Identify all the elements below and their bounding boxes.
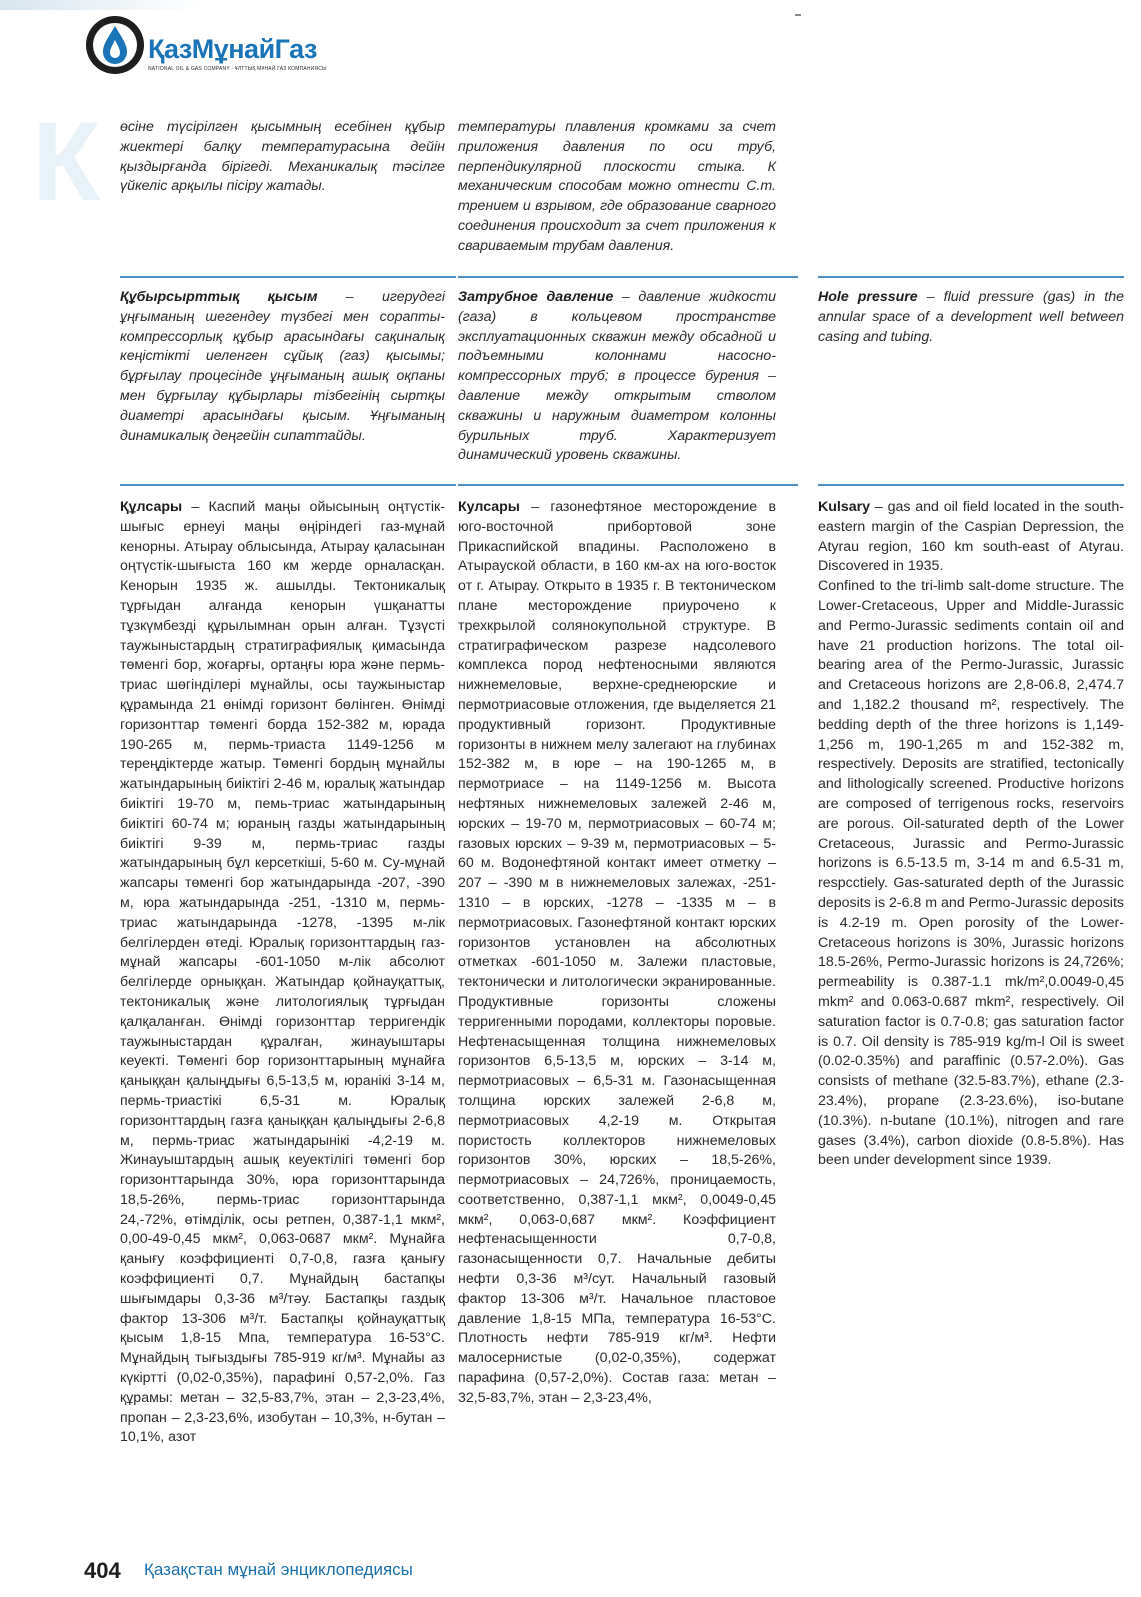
top-strip	[0, 0, 200, 10]
page-number: 404	[84, 1558, 121, 1583]
term-ru: Кулсары	[458, 499, 520, 515]
divider-1-kk	[120, 276, 456, 278]
term-kk: Құбырсырттық қысым	[120, 289, 318, 305]
book-title: Қазақстан мұнай энциклопедиясы	[144, 1560, 413, 1579]
kazmunaygas-logo	[84, 14, 374, 78]
divider-2-kk	[120, 484, 456, 486]
hole-pressure-ru: Затрубное давление – давление жидкости (газа) в кольцевом пространстве эксплуатационных скважин между обсадной и подъемными колоннами насосно-компрессорных труб; в процессе бурения – давление между открытым стволом скважины и наружным диаметром колонны бурильных труб. Характеризует динамический уровень скважины.	[458, 289, 776, 464]
logo-name: ҚазМұнайГаз	[148, 34, 317, 64]
page-header	[0, 0, 1141, 96]
term-en: Hole pressure	[818, 289, 918, 305]
term-ru: Затрубное давление	[458, 289, 614, 305]
kulsary-kk: Құлсары – Каспий маңы ойысының оңтүстік-шығыс ернеуі маңы өңіріндегі газ-мұнай кенорны. Атырау облысында, Атырау қаласынан оңтүстік-шығыста 160 км жерде орналасқан. Кенорын 1935 ж. ашылды. Тектоникалық тұрғыдан алғанда кенорын үшқанатты тұзкүмбезді құрылымнан орын алған. Тұзүсті таужыныстардың стратиграфиялық қимасында төменгі бор, жоғарғы, ортаңғы юра және пермь-триас шөгінділері мұнайлы, осы таужыныстар құрамында 21 өнімді горизонт бөлінген. Өнімді горизонттар төменгі борда 152-382 м, юрада 190-265 м, пермь-триаста 1149-1256 м тереңдіктерде жатыр. Төменгі бордың мұнайлы жатындарының биіктігі 2-46 м, юралық жатындар биіктігі 19-70 м, пемь-триас жатындарының биіктігі 60-74 м; юраның газды жатындарының биіктігі 9-39 м, пермь-триас газды жатындарының бұл керсеткіші, 5-60 м. Су-мұнай жапсары төменгі бор жатындарында -207, -390 м, юра жатындарында -251, -1310 м, пермь-триас жатындарында -1278, -1395 м-лік белгілерден өтеді. Юралық горизонттардың газ-мұнай жапсары -601-1050 м-лік абсолют белгілерде орныққан. Жатындар қойнауқаттық, тектоникалық және литологиялық тұрғыдан қалқаланған. Өнімді горизонттар терригендік таужыныстардан құралған, жинауыштары кеуекті. Төменгі бор горизонттарының мұнайға қаныққан қалыңдығы 6,5-13,5 м, юранікі 3-14 м, пермь-триастікі 6,5-31 м. Юралық горизонттардың газға қаныққан қалыңдығы 2-6,8 м, пермь-триас жатындарынікі -4,2-19 м. Жинауыштардың ашық кеуектілігі төменгі бор горизонттарында 30%, юра горизонттарында 18,5-26%, пермь-триас горизонттарында 24,-72%, өтімділік, осы ретпен, 0,387-1,1 мкм², 0,00-49-0,45 мкм², 0,063-0687 мкм². Мұнайға қанығу коэффициенті 0,7-0,8, газға қанығу коэффициенті 0,7. Мұнайдың бастапқы шығымдары 0,3-36 м³/тәу. Бастапқы газдық фактор 13-306 м³/т. Бастапқы қойнауқаттық қысым 1,8-15 Мпа, температура 16-53°С. Мұнайдың тығыздығы 785-919 кг/м³. Мұнайы аз күкіртті (0,02-0,35%), парафині 0,57-2,0%. Газ құрамы: метан – 32,5-83,7%, этан – 2,3-23,4%, пропан – 2,3-23,6%, изобутан – 10,3%, н-бутан – 10,1%, азот	[120, 499, 445, 1446]
term-en: Kulsary	[818, 499, 871, 515]
divider-2-en	[818, 484, 1124, 486]
hole-pressure-kk: Құбырсырттық қысым – игерудегі ұңғыманың шегендеу түзбегі мен сорапты-компрессорлық құбыр арасындағы сақиналық кеңістікті иеленген сұйық (газ) қысымы; бұрғылау процесінде ұңғыманың ашық оқпаны мен бұрғылау құбырлары тізбегінің сыртқы диаметрі арасындағы қысым. Ұңғыманың динамикалық деңгейін сипаттайды.	[120, 289, 445, 444]
divider-1-ru	[458, 276, 798, 278]
term-kk: Құлсары	[120, 499, 183, 515]
logo-emblem-icon	[84, 14, 146, 76]
kulsary-en: Kulsary – gas and oil field located in the south-eastern margin of the Caspian Depression, the Atyrau region, 160 km south-east of Atyrau. Discovered in 1935. Confined to the tri-limb salt-dome structure. The Lower-Cretaceous, Upper and Middle-Jurassic and Permo-Jurassic sediments contain oil and have 21 production horizons. The total oil-bearing area of the Permo-Jurassic, Jurassic and Cretaceous horizons are 2,8-06.8, 2,474.7 and 1,182.2 thousand m², respectively. The bedding depth of the three horizons is 1,149-1,256 m, 190-1,265 m and 152-382 m, respectively. Deposits are stratified, tectonically and lithologically screened. Productive horizons are composed of terrigenous rocks, reservoirs are porous. Oil-saturated depth of the Lower Cretaceous, Jurassic and Permo-Jurassic horizons is 6.5-13.5 m, 3-14 m and 6.5-31 m, respcctiely. Gas-saturated depth of the Jurassic deposits is 2-6.8 m and Permo-Jurassic deposits is 4.2-19 m. Open porosity of the Lower-Cretaceous horizons is 30%, Jurassic horizons 18.5-26%, Permo-Jurassic horizons is 24,726%; permeability is 0.387-1.1 mk/m²,0.0049-0,45 mkm² and 0.063-0.687 mkm², respectively. Oil saturation factor is 0.7-0.8; gas saturation factor is 0.7. Oil density is 785-919 kg/m-l Oil is sweet (0.02-0.35%) and paraffinic (0.57-2.0%). Gas consists of methane (32.5-83.7%), ethane (2.3-23.4%), propane (2.3-23.6%), iso-butane (10.3%). n-butane (10.1%), nitrogen and rare gases (3.4%), carbon dioxide (0.8-5.8%). Has been under development since 1939.	[818, 499, 1124, 1169]
divider-2-ru	[458, 484, 798, 486]
top-mark	[795, 14, 801, 16]
section-letter: К	[32, 99, 101, 224]
page-footer	[84, 1558, 684, 1588]
kulsary-ru: Кулсары – газонефтяное месторождение в юго-восточной прибортовой зоне Прикаспийской впадины. Расположено в Атырауской области, в 160 км-ах на юго-восток от г. Атырау. Открыто в 1935 г. В тектоническом плане месторождение приурочено к трехкрылой солянокупольной структуре. В стратиграфическом разрезе надсолевого комплекса пород нефтеносными являются нижнемеловые, верхне-среднеюрские и пермотриасовые отложения, где выделяется 21 продуктивный горизонт. Продуктивные горизонты в нижнем мелу залегают на глубинах 152-382 м, в юре – на 190-1265 м, в пермотриасе – на 1149-1256 м. Высота нефтяных нижнемеловых залежей 2-46 м, юрских – 19-70 м, пермотриасовых – 60-74 м; газовых юрских – 9-39 м, пермотриасовых – 5-60 м. Водонефтяной контакт имеет отметку –207 – -390 м в нижнемеловых залежах, -251-1310 – в юрских, -1278 – -1335 м – в пермотриасовых. Газонефтяной контакт юрских горизонтов установлен на абсолютных отметках -601-1050 м. Залежи пластовые, тектонически и литологически экранированные. Продуктивные горизонты сложены терригенными породами, коллекторы поровые. Нефтенасыщенная толщина нижнемеловых горизонтов 6,5-13,5 м, юрских – 3-14 м, пермотриасовых – 6,5-31 м. Газонасыщенная толщина юрских залежей 2-6,8 м, пермотриасовых 4,2-19 м. Открытая пористость коллекторов нижнемеловых горизонтов 30%, юрских – 18,5-26%, пермотриасовых – 24,726%, проницаемость, соответственно, 0,387-1,1 мкм², 0,0049-0,45 мкм², 0,063-0,687 мкм². Коэффициент нефтенасыщенности 0,7-0,8, газонасыщенности 0,7. Начальные дебиты нефти 0,3-36 м³/сут. Начальный газовый фактор 13-306 м³/т. Начальное пластовое давление 1,8-15 МПа, температура 16-53°С. Плотность нефти 785-919 кг/м³. Нефти малосернистые (0,02-0,35%), содержат парафина (0,57-2,0%). Состав газа: метан – 32,5-83,7%, этан – 2,3-23,4%,	[458, 499, 776, 1406]
divider-1-en	[818, 276, 1124, 278]
welding-ru-text: температуры плавления кромками за счет приложения давления по оси труб, перпендикулярной плоскости стыка. К механическим способам можно отнести С.т. трением и взрывом, где образование сварного соединения происходит за счет приложения к свариваемым трубам давления.	[458, 119, 776, 254]
hole-pressure-en: Hole pressure – fluid pressure (gas) in the annular space of a development well between casing and tubing.	[818, 289, 1124, 345]
welding-kk-text: өсіне түсірілген қысымның есебінен құбыр жиектері балқу температурасына дейін қыздырғанда бірігеді. Механикалық тәсілге үйкеліс арқылы пісіру жатады.	[120, 119, 445, 195]
logo-subtitle: NATIONAL OIL & GAS COMPANY · ҰЛТТЫҚ МҰНАЙ ГАЗ КОМПАНИЯСЫ	[148, 66, 327, 72]
